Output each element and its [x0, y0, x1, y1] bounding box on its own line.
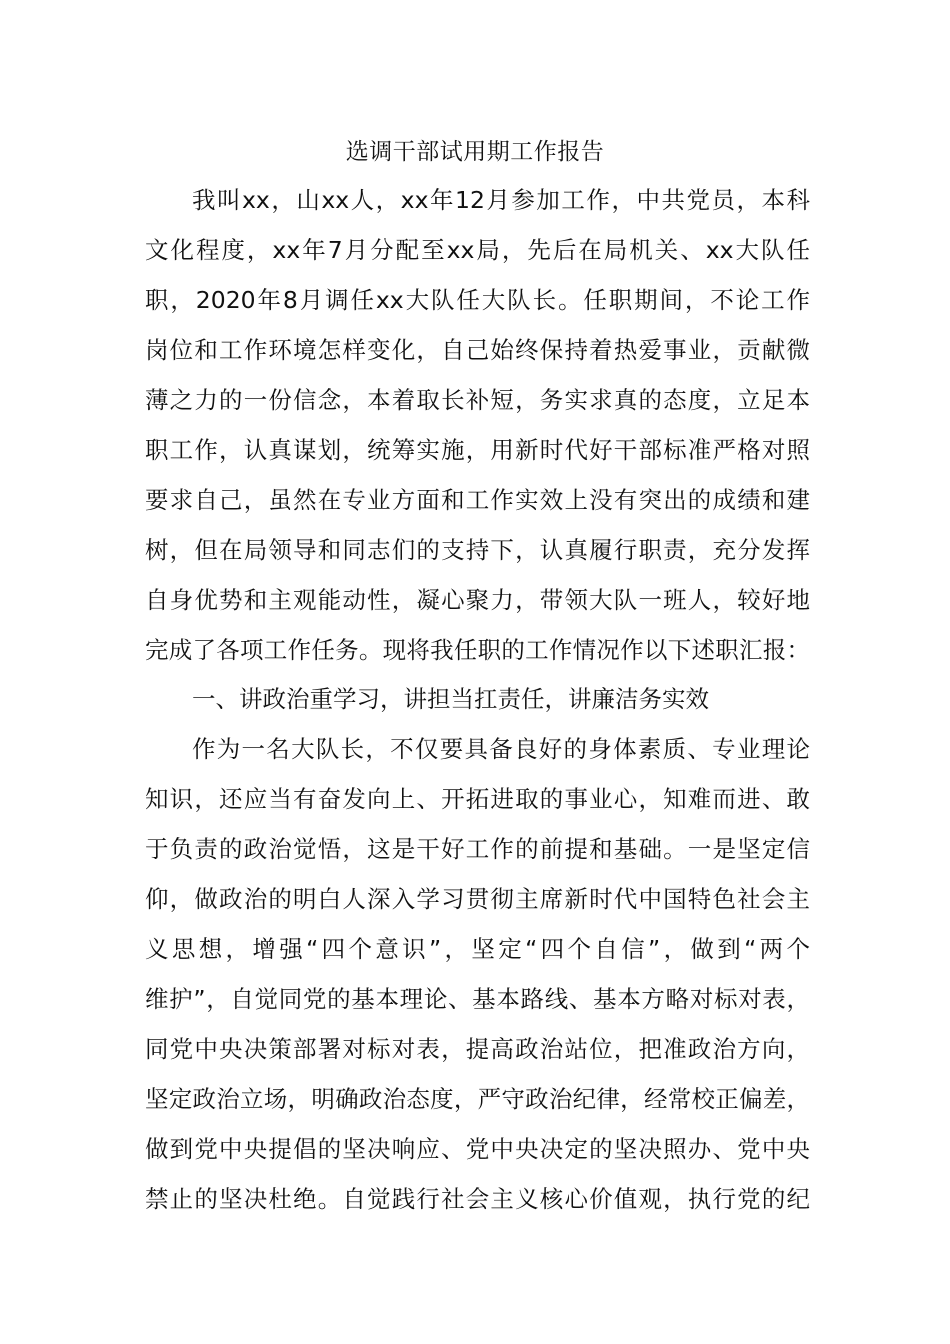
- paragraph-line: 禁止的坚决杜绝。自觉践行社会主义核心价值观，执行党的纪: [145, 1185, 810, 1213]
- paragraph-line: 要求自己，虽然在专业方面和工作实效上没有突出的成绩和建: [145, 486, 810, 514]
- paragraph-line: 职工作，认真谋划，统筹实施，用新时代好干部标准严格对照: [145, 436, 810, 464]
- paragraph-line: 岗位和工作环境怎样变化，自己始终保持着热爱事业，贡献微: [145, 336, 810, 364]
- paragraph-line: 知识，还应当有奋发向上、开拓进取的事业心，知难而进、敢: [145, 785, 810, 813]
- paragraph-line: 完成了各项工作任务。现将我任职的工作情况作以下述职汇报：: [145, 636, 810, 664]
- paragraph-line: 我叫xx，山xx人，xx年12月参加工作，中共党员，本科: [192, 186, 810, 214]
- paragraph-line: 自身优势和主观能动性，凝心聚力，带领大队一班人，较好地: [145, 586, 810, 614]
- section-heading: 一、讲政治重学习，讲担当扛责任，讲廉洁务实效: [192, 685, 709, 713]
- paragraph-line: 文化程度，xx年7月分配至xx局，先后在局机关、xx大队任: [145, 236, 810, 264]
- paragraph-line: 同党中央决策部署对标对表，提高政治站位，把准政治方向，: [145, 1035, 810, 1063]
- paragraph-line: 作为一名大队长，不仅要具备良好的身体素质、专业理论: [192, 735, 810, 763]
- paragraph-line: 义思想，增强“四个意识”，坚定“四个自信”，做到“两个: [145, 935, 810, 963]
- paragraph-line: 薄之力的一份信念，本着取长补短，务实求真的态度，立足本: [145, 386, 810, 414]
- paragraph-line: 于负责的政治觉悟，这是干好工作的前提和基础。一是坚定信: [145, 835, 810, 863]
- paragraph-line: 做到党中央提倡的坚决响应、党中央决定的坚决照办、党中央: [145, 1135, 810, 1163]
- paragraph-line: 维护”，自觉同党的基本理论、基本路线、基本方略对标对表，: [145, 985, 810, 1013]
- paragraph-line: 职，2020年8月调任xx大队任大队长。任职期间，不论工作: [145, 286, 810, 314]
- paragraph-line: 树，但在局领导和同志们的支持下，认真履行职责，充分发挥: [145, 536, 810, 564]
- document-title: 选调干部试用期工作报告: [345, 139, 605, 165]
- paragraph-line: 坚定政治立场，明确政治态度，严守政治纪律，经常校正偏差，: [145, 1085, 810, 1113]
- paragraph-line: 仰，做政治的明白人深入学习贯彻主席新时代中国特色社会主: [145, 885, 810, 913]
